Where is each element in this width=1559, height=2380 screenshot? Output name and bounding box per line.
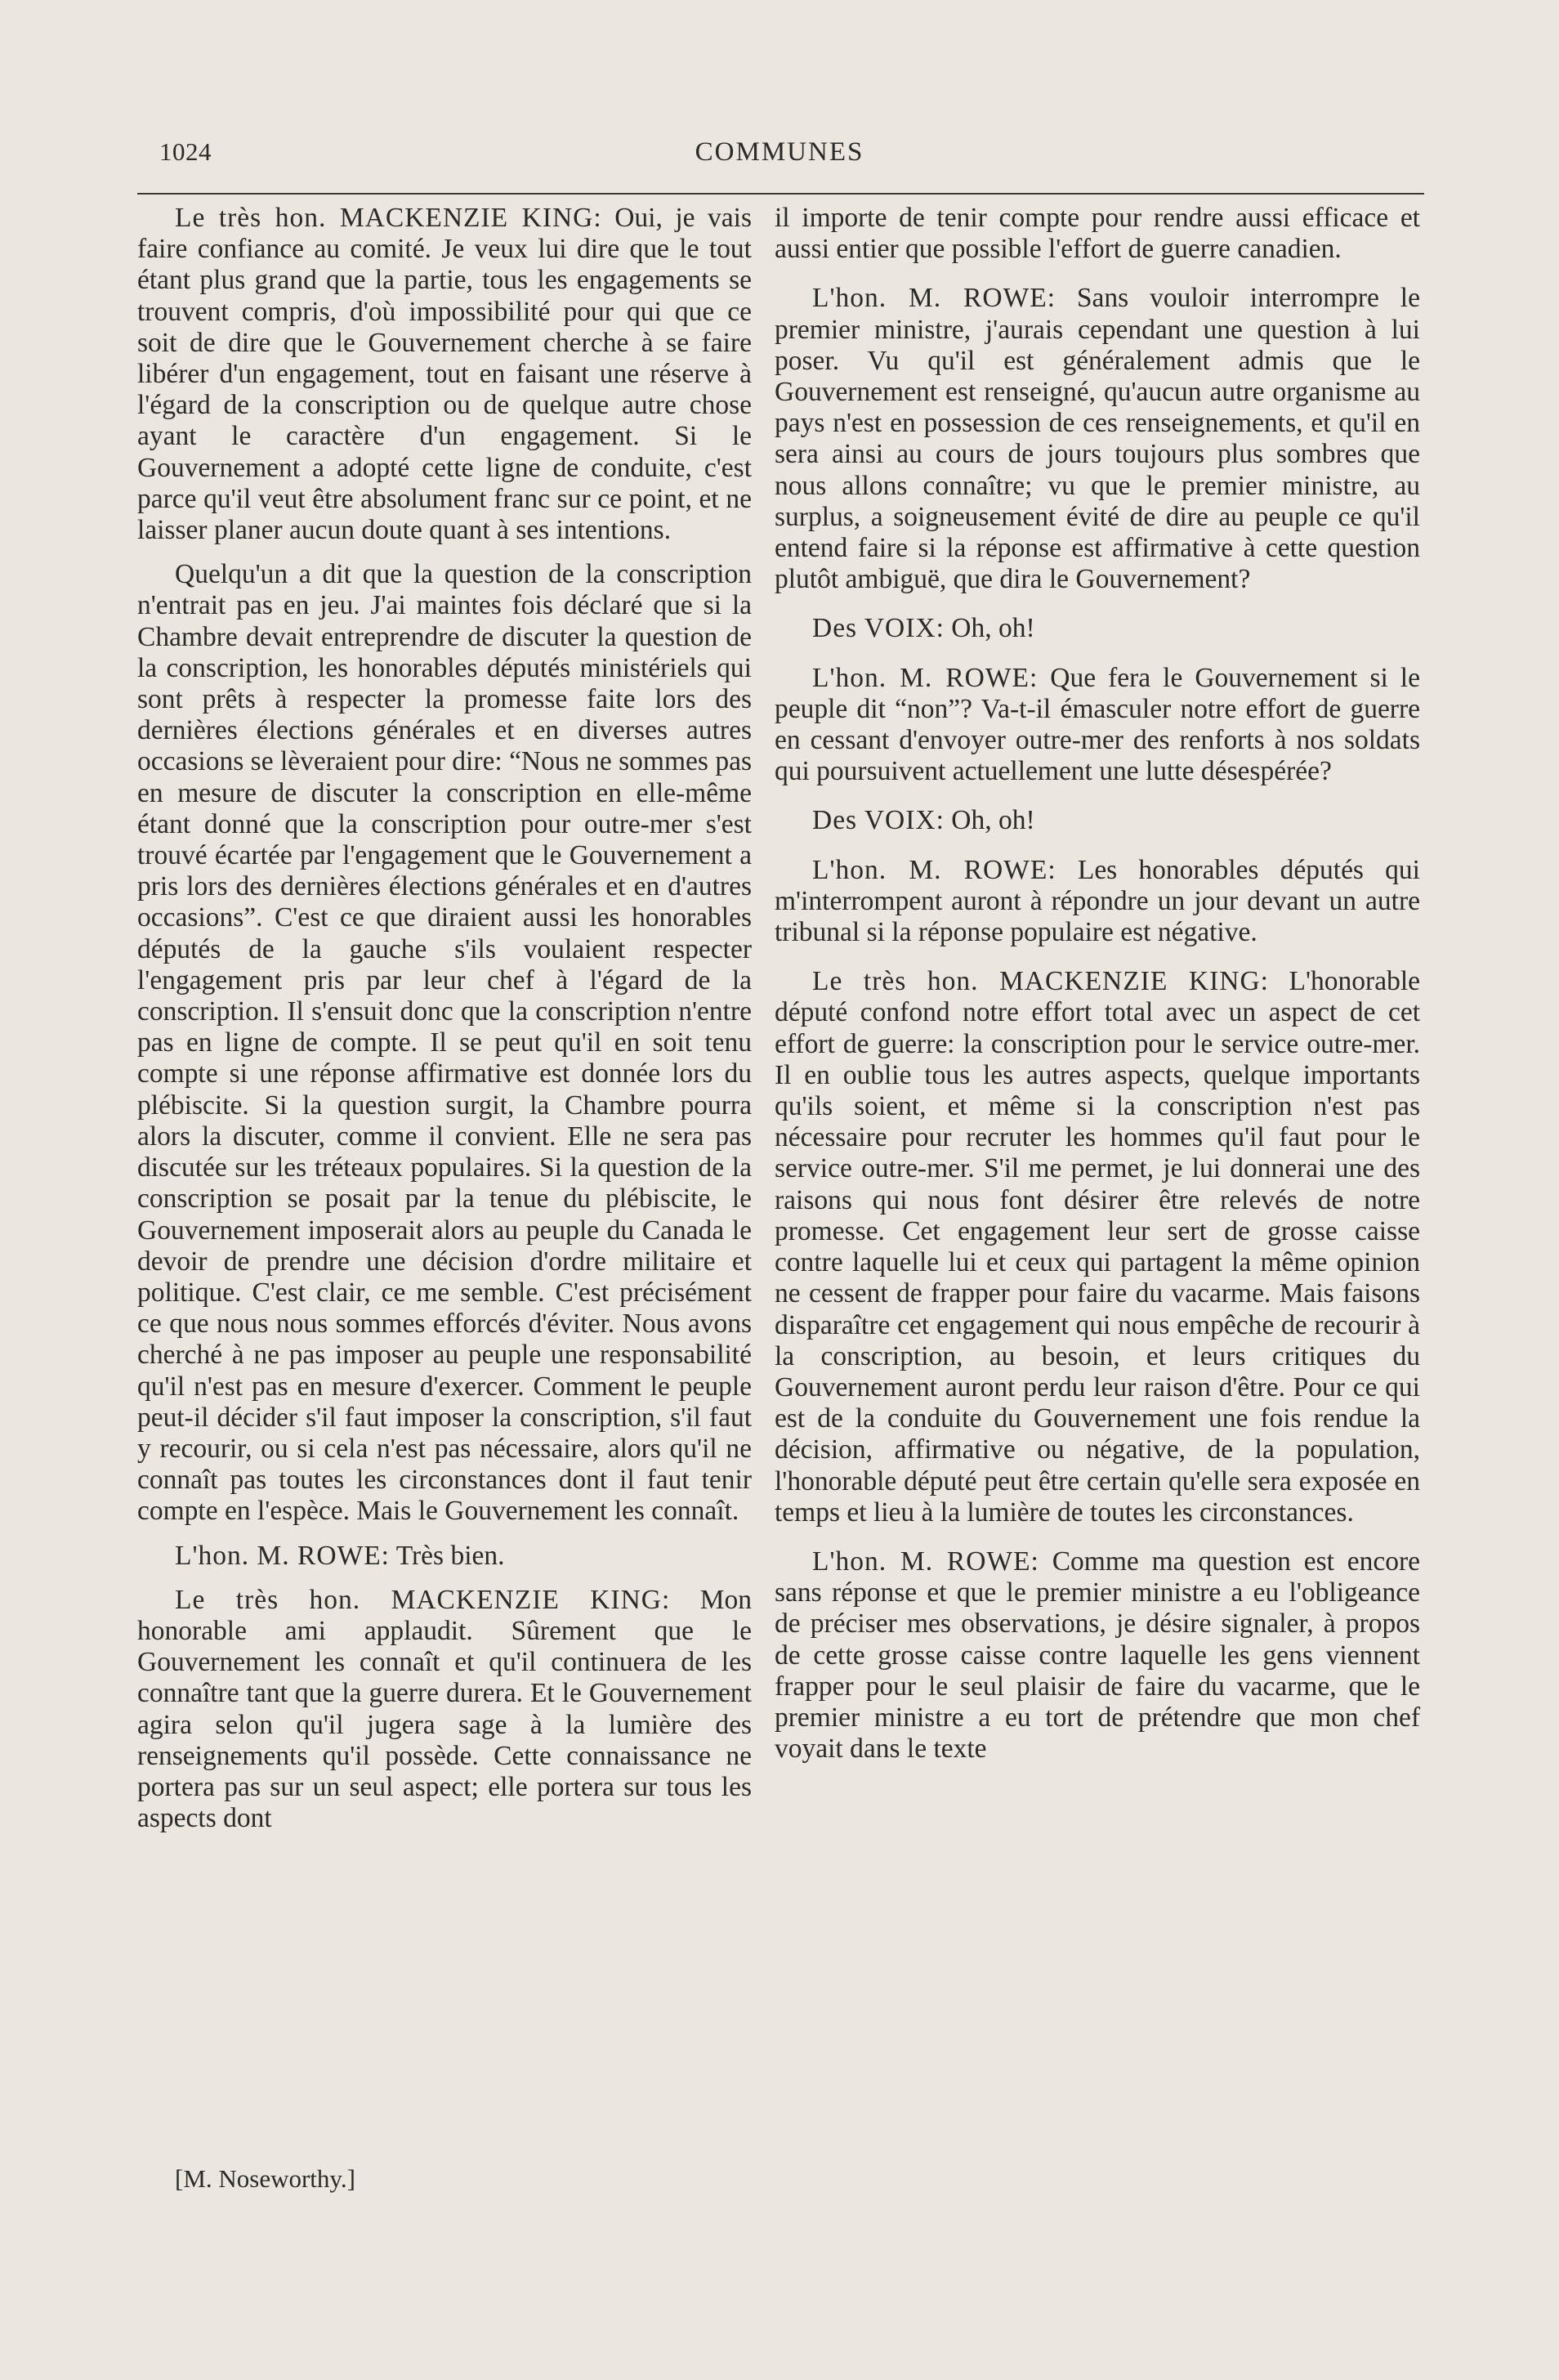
- speaker-name: L'hon. M. ROWE:: [812, 283, 1056, 314]
- paragraph: [775, 203, 1420, 265]
- paragraph-text: Oh, oh!: [944, 613, 1035, 644]
- paragraph: [137, 1541, 752, 1572]
- paragraph: [137, 559, 752, 1527]
- speaker-attribution: [M. Noseworthy.]: [175, 2164, 355, 2193]
- paragraph-text: Sans vouloir interrompre le premier ministre, j'aurais cependant une question à lui poser. Vu qu'il est généralement admis que le Gouvernement est renseigné, qu'aucun autre organisme au pays n'est en possession de ces renseignements, et qu'il en sera ainsi au cours de jours toujours plus sombres que nous allons connaître; vu que le premier ministre, au surplus, a soigneusement évité de dire au peuple ce qu'il entend faire si la réponse est affirmative à cette question plutôt ambiguë, que dira le Gouvernement?: [775, 283, 1420, 595]
- speaker-name: L'hon. M. ROWE:: [812, 662, 1039, 693]
- paragraph-text: Les honorables députés qui m'interrompent auront à répondre un jour devant un autre tribunal si la réponse populaire est négative.: [775, 854, 1420, 948]
- speaker-name: Des VOIX:: [812, 613, 945, 644]
- paragraph-text: Oh, oh!: [944, 805, 1035, 836]
- paragraph: [137, 203, 752, 546]
- running-head: COMMUNES: [695, 137, 864, 167]
- speaker-name: Le très hon. MACKENZIE KING:: [812, 966, 1269, 997]
- speaker-name: Des VOIX:: [812, 805, 945, 836]
- paragraph-text: il importe de tenir compte pour rendre aussi efficace et aussi entier que possible l'effort de guerre canadien.: [775, 203, 1420, 265]
- paragraph: [775, 663, 1420, 788]
- paragraph-text: Oui, je vais faire confiance au comité. Je veux lui dire que le tout étant plus grand que la partie, tous les engagements se trouvent compris, d'où impossibilité pour qui que ce soit de dire que le Gouvernement cherche à se faire libérer d'un engagement, tout en faisant une réserve à l'égard de la conscription ou de quelque autre chose ayant le caractère d'un engagement. Si le Gouvernement a adopté cette ligne de conduite, c'est parce qu'il veut être absolument franc sur ce point, et ne laisser planer aucun doute quant à ses intentions.: [137, 203, 752, 546]
- paragraph: [775, 805, 1420, 836]
- speaker-name: L'hon. M. ROWE:: [812, 854, 1056, 885]
- left-column: [137, 203, 752, 1847]
- speaker-name: Le très hon. MACKENZIE KING:: [175, 1584, 671, 1615]
- paragraph-text: Comme ma question est encore sans réponse et que le premier ministre a eu l'obligeance de préciser mes observations, je désire signaler, à propos de cette grosse caisse contre laquelle les gens viennent frapper pour le seul plaisir de faire du vacarme, que le premier ministre a eu tort de prétendre que mon chef voyait dans le texte: [775, 1546, 1420, 1765]
- paragraph-text: Quelqu'un a dit que la question de la conscription n'entrait pas en jeu. J'ai maintes fois déclaré que si la Chambre devait entreprendre de discuter la question de la conscription, les honorables députés ministériels qui sont prêts à respecter la promesse faite lors des dernières élections générales et en diverses autres occasions se lèveraient pour dire: “Nous ne sommes pas en mesure de discuter la conscription en elle-même étant donné que la conscription pour outre-mer s'est trouvé écartée par l'engagement que le Gouvernement a pris lors des dernières élections générales et en d'autres occasions”. C'est ce que diraient aussi les honorables députés de la gauche s'ils voulaient respecter l'engagement pris par leur chef à l'égard de la conscription. Il s'ensuit donc que la conscription n'entre pas en ligne de compte. Il se peut qu'il en soit tenu compte si une réponse affirmative est donnée lors du plébiscite. Si la question surgit, la Chambre pourra alors la discuter, comme il convient. Elle ne sera pas discutée sur les tréteaux populaires. Si la question de la conscription se posait par la tenue du plébiscite, le Gouvernement imposerait alors au peuple du Canada le devoir de prendre une décision d'ordre militaire et politique. C'est clair, ce me semble. C'est précisément ce que nous nous sommes efforcés d'éviter. Nous avons cherché à ne pas imposer au peuple une responsabilité qu'il n'est pas en mesure d'exercer. Comment le peuple peut-il décider s'il faut imposer la conscription, s'il faut y recourir, ou si cela n'est pas nécessaire, alors qu'il ne connaît pas toutes les circonstances dont il faut tenir compte en l'espèce. Mais le Gouvernement les connaît.: [137, 559, 752, 1527]
- speaker-name: L'hon. M. ROWE:: [175, 1540, 390, 1571]
- paragraph: [775, 1546, 1420, 1765]
- header-rule: [137, 193, 1424, 195]
- speaker-name: Le très hon. MACKENZIE KING:: [175, 203, 602, 233]
- paragraph-text: L'honorable député confond notre effort total avec un aspect de cet effort de guerre: la conscription pour le service outre-mer. Il en oublie tous les autres aspects, quelque importants qu'ils soient, et même si la conscription n'est pas nécessaire pour recruter les hommes qu'il faut pour le service outre-mer. S'il me permet, je lui donnerai une des raisons qui nous font désirer être relevés de notre promesse. Cet engagement leur sert de grosse caisse contre laquelle lui et ceux qui partagent la même opinion ne cessent de frapper pour faire du vacarme. Mais faisons disparaître cet engagement qui nous empêche de recourir à la conscription, au besoin, et leurs critiques du Gouvernement auront perdu leur raison d'être. Pour ce qui est de la conduite du Gouvernement une fois rendue la décision, affirmative ou négative, de la population, l'honorable député peut être certain qu'elle sera exposée en temps et lieu à la lumière de toutes les circonstances.: [775, 966, 1421, 1528]
- speaker-name: L'hon. M. ROWE:: [812, 1546, 1039, 1577]
- paragraph: [775, 613, 1420, 644]
- right-column: [775, 203, 1420, 1783]
- page-number: 1024: [159, 137, 212, 166]
- paragraph: [775, 966, 1420, 1528]
- paragraph-text: Mon honorable ami applaudit. Sûrement que le Gouvernement les connaît et qu'il continuera de les connaître tant que la guerre durera. Et le Gouvernement agira selon qu'il jugera sage à la lumière des renseignements qu'il possède. Cette connaissance ne portera pas sur un seul aspect; elle portera sur tous les aspects dont: [137, 1584, 752, 1834]
- paragraph-text: Très bien.: [389, 1540, 505, 1571]
- paragraph-text: Que fera le Gouvernement si le peuple dit “non”? Va-t-il émasculer notre effort de guerre en cessant d'envoyer outre-mer des renforts à nos soldats qui poursuivent actuellement une lutte désespérée?: [775, 662, 1420, 787]
- paragraph: [775, 283, 1420, 595]
- paragraph: [137, 1585, 752, 1835]
- paragraph: [775, 855, 1420, 949]
